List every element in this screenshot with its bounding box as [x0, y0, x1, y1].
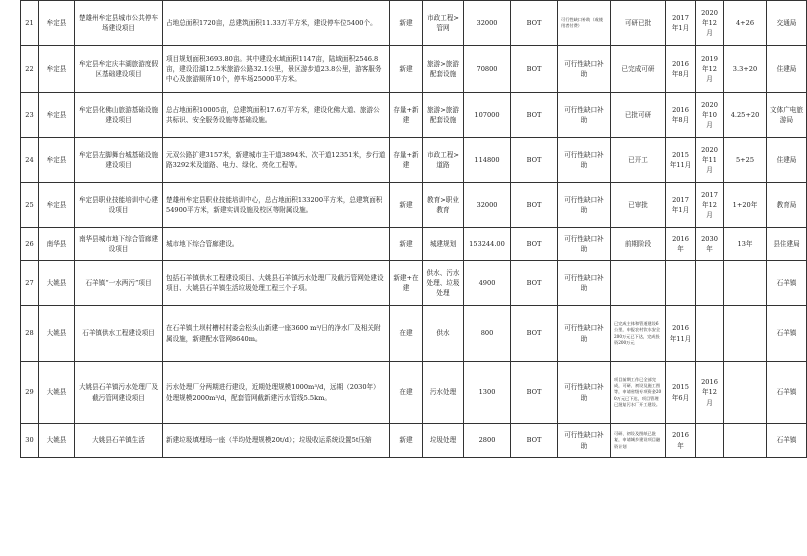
end-date-cell	[696, 424, 724, 458]
operation-mode-cell: BOT	[511, 228, 558, 261]
operation-mode-cell: BOT	[511, 424, 558, 458]
project-name-cell: 石羊镇供水工程建设项目	[75, 306, 163, 362]
project-type-cell: 污水处理	[423, 362, 464, 424]
project-description-cell: 包括石羊镇供水工程建设项目、大姚县石羊镇污水处理厂及截污管网处建设项目、大姚县石羊镇生活垃圾处理工程三个子项。	[163, 261, 390, 306]
operation-mode-cell: BOT	[511, 93, 558, 138]
county-cell: 牟定县	[39, 93, 75, 138]
end-date-cell	[696, 261, 724, 306]
cooperation-period-cell	[724, 424, 767, 458]
construction-nature-cell: 新建	[390, 183, 423, 228]
start-date-cell: 2016年	[666, 424, 696, 458]
start-date-cell: 2017年1月	[666, 1, 696, 46]
progress-status-cell: 已完成可研	[611, 46, 666, 93]
county-cell: 牟定县	[39, 183, 75, 228]
start-date-cell: 2016年	[666, 228, 696, 261]
responsible-department-cell: 住建局	[767, 46, 807, 93]
responsible-department-cell: 石羊镇	[767, 362, 807, 424]
project-type-cell: 旅游>旅游配套设施	[423, 46, 464, 93]
return-mechanism-cell: 可行性缺口补助	[558, 424, 611, 458]
progress-status-cell	[611, 261, 666, 306]
end-date-cell: 2019年12月	[696, 46, 724, 93]
project-type-cell: 垃圾处理	[423, 424, 464, 458]
end-date-cell: 2016年12月	[696, 362, 724, 424]
responsible-department-cell: 石羊镇	[767, 424, 807, 458]
operation-mode-cell: BOT	[511, 306, 558, 362]
project-type-cell: 供水、污水处理、垃圾处理	[423, 261, 464, 306]
project-name-cell: 大姚县石羊镇生活	[75, 424, 163, 458]
construction-nature-cell: 新建	[390, 228, 423, 261]
cooperation-period-cell	[724, 261, 767, 306]
start-date-cell: 2015年6月	[666, 362, 696, 424]
return-mechanism-cell: 可行性缺口补助	[558, 138, 611, 183]
construction-nature-cell: 新建+在建	[390, 261, 423, 306]
start-date-cell: 2016年11月	[666, 306, 696, 362]
project-description-cell: 元双公路扩建3157米，新建城市主干道3894米、次干道12351米，步行道路3292米及道路、电力、绿化、亮化工程等。	[163, 138, 390, 183]
row-number: 22	[21, 46, 39, 93]
progress-status-cell: 项目前期工作已全部完成，可研、初设及施工图等，申请省级专项资金200万元已下达，项目管理已批复污水厂开工建设。	[611, 362, 666, 424]
table-row	[21, 93, 807, 138]
project-description-cell: 新建垃圾填埋场一座（半均处理规模20t/d）；垃圾收运系统设置5t压缩	[163, 424, 390, 458]
progress-status-cell: 已完成主体和管道建设6公里，申报农村饮水安全200万元已下达，完成投资200万元	[611, 306, 666, 362]
row-number: 24	[21, 138, 39, 183]
construction-nature-cell: 新建	[390, 1, 423, 46]
project-type-cell: 市政工程>管网	[423, 1, 464, 46]
county-cell: 牟定县	[39, 138, 75, 183]
progress-status-cell: 前期阶段	[611, 228, 666, 261]
county-cell: 大姚县	[39, 261, 75, 306]
project-name-cell: 楚雄州牟定县城市公共停车场建设项目	[75, 1, 163, 46]
start-date-cell: 2015年11月	[666, 138, 696, 183]
return-mechanism-cell: 可行性缺口补助	[558, 261, 611, 306]
row-number: 29	[21, 362, 39, 424]
operation-mode-cell: BOT	[511, 1, 558, 46]
operation-mode-cell: BOT	[511, 46, 558, 93]
project-description-cell: 项目规划面积3693.80亩。其中建设水域面积1147亩，陆域面积2546.8亩，建设沿湖12.5米旅游公路32.1公里，景区游步道23.8公里，游客服务中心及旅游厕所10个，停车场25000平方米。	[163, 46, 390, 93]
project-type-cell: 城建规划	[423, 228, 464, 261]
table-row	[21, 46, 807, 93]
construction-nature-cell: 在建	[390, 306, 423, 362]
return-mechanism-cell: 可行性缺口补助	[558, 306, 611, 362]
county-cell: 牟定县	[39, 1, 75, 46]
operation-mode-cell: BOT	[511, 362, 558, 424]
responsible-department-cell: 石羊镇	[767, 261, 807, 306]
table-row	[21, 362, 807, 424]
investment-cell: 1300	[464, 362, 511, 424]
project-description-cell: 占地总面积1720亩，总建筑面积11.33万平方米，建设停车位5400个。	[163, 1, 390, 46]
end-date-cell: 2030年	[696, 228, 724, 261]
row-number: 27	[21, 261, 39, 306]
responsible-department-cell: 县住建局	[767, 228, 807, 261]
county-cell: 大姚县	[39, 424, 75, 458]
row-number: 21	[21, 1, 39, 46]
progress-status-cell: 已审批	[611, 183, 666, 228]
investment-cell: 32000	[464, 183, 511, 228]
table-row	[21, 261, 807, 306]
project-description-cell: 总占地面积10005亩，总建筑面积17.6万平方米，建设化佛大道、旅游公共标识、安全服务设施等基础设施。	[163, 93, 390, 138]
responsible-department-cell: 教育局	[767, 183, 807, 228]
project-name-cell: 石羊镇“一水两污”项目	[75, 261, 163, 306]
table-row	[21, 306, 807, 362]
cooperation-period-cell: 4.25+20	[724, 93, 767, 138]
return-mechanism-cell: 可行性缺口补助	[558, 183, 611, 228]
row-number: 25	[21, 183, 39, 228]
table-row	[21, 424, 807, 458]
project-type-cell: 市政工程>道路	[423, 138, 464, 183]
row-number: 28	[21, 306, 39, 362]
county-cell: 大姚县	[39, 306, 75, 362]
construction-nature-cell: 存量+新建	[390, 93, 423, 138]
investment-cell: 153244.00	[464, 228, 511, 261]
county-cell: 大姚县	[39, 362, 75, 424]
construction-nature-cell: 存量+新建	[390, 138, 423, 183]
project-description-cell: 污水处理厂分两期进行建设，近期处理规模1000m³/d，远期（2030年）处理规模2000m³/d，配套管网截新建污水管线5.5km。	[163, 362, 390, 424]
end-date-cell: 2020年11月	[696, 138, 724, 183]
investment-cell: 4900	[464, 261, 511, 306]
start-date-cell: 2016年8月	[666, 93, 696, 138]
progress-status-cell: 可研、初设及图纸已批复，申请城乡建设项目融资计划	[611, 424, 666, 458]
project-name-cell: 南华县城市地下综合管廊建设项目	[75, 228, 163, 261]
row-number: 23	[21, 93, 39, 138]
investment-cell: 800	[464, 306, 511, 362]
cooperation-period-cell: 3.3+20	[724, 46, 767, 93]
cooperation-period-cell: 1+20年	[724, 183, 767, 228]
end-date-cell: 2020年12月	[696, 1, 724, 46]
responsible-department-cell: 住建局	[767, 138, 807, 183]
progress-status-cell: 已批可研	[611, 93, 666, 138]
responsible-department-cell: 石羊镇	[767, 306, 807, 362]
start-date-cell: 2017年1月	[666, 183, 696, 228]
operation-mode-cell: BOT	[511, 138, 558, 183]
start-date-cell	[666, 261, 696, 306]
project-type-cell: 供水	[423, 306, 464, 362]
cooperation-period-cell	[724, 362, 767, 424]
operation-mode-cell: BOT	[511, 183, 558, 228]
end-date-cell	[696, 306, 724, 362]
project-type-cell: 旅游>旅游配套设施	[423, 93, 464, 138]
end-date-cell: 2017年12月	[696, 183, 724, 228]
project-name-cell: 牟定县化佛山旅游基础设施建设项目	[75, 93, 163, 138]
investment-cell: 114800	[464, 138, 511, 183]
project-type-cell: 教育>职业教育	[423, 183, 464, 228]
investment-cell: 2800	[464, 424, 511, 458]
start-date-cell: 2016年8月	[666, 46, 696, 93]
responsible-department-cell: 文体广电旅游局	[767, 93, 807, 138]
project-name-cell: 大姚县石羊镇污水处理厂及截污管网建设项目	[75, 362, 163, 424]
return-mechanism-cell: 可行性缺口补助（或使用者付费）	[558, 1, 611, 46]
project-name-cell: 牟定县牟定庆丰湖旅游度假区基础建设项目	[75, 46, 163, 93]
progress-status-cell: 可研已批	[611, 1, 666, 46]
table-row	[21, 1, 807, 46]
row-number: 30	[21, 424, 39, 458]
project-name-cell: 牟定县左脚舞台城基础设施建设项目	[75, 138, 163, 183]
construction-nature-cell: 新建	[390, 424, 423, 458]
cooperation-period-cell: 5+25	[724, 138, 767, 183]
table-row	[21, 228, 807, 261]
cooperation-period-cell	[724, 306, 767, 362]
construction-nature-cell: 在建	[390, 362, 423, 424]
operation-mode-cell: BOT	[511, 261, 558, 306]
investment-cell: 107000	[464, 93, 511, 138]
project-description-cell: 城市地下综合管廊建设。	[163, 228, 390, 261]
cooperation-period-cell: 4+26	[724, 1, 767, 46]
return-mechanism-cell: 可行性缺口补助	[558, 228, 611, 261]
county-cell: 牟定县	[39, 46, 75, 93]
responsible-department-cell: 交通局	[767, 1, 807, 46]
return-mechanism-cell: 可行性缺口补助	[558, 93, 611, 138]
project-description-cell: 楚雄州牟定县职业技能培训中心，总占地面积133200平方米，总建筑面积54900平方米，新建实训设施及校区等附属设施。	[163, 183, 390, 228]
row-number: 26	[21, 228, 39, 261]
project-name-cell: 牟定县职业技能培训中心建设项目	[75, 183, 163, 228]
construction-nature-cell: 新建	[390, 46, 423, 93]
project-table	[20, 0, 807, 458]
progress-status-cell: 已开工	[611, 138, 666, 183]
table-row	[21, 138, 807, 183]
investment-cell: 32000	[464, 1, 511, 46]
cooperation-period-cell: 13年	[724, 228, 767, 261]
investment-cell: 70800	[464, 46, 511, 93]
county-cell: 南华县	[39, 228, 75, 261]
return-mechanism-cell: 可行性缺口补助	[558, 46, 611, 93]
end-date-cell: 2020年10月	[696, 93, 724, 138]
return-mechanism-cell: 可行性缺口补助	[558, 362, 611, 424]
table-row	[21, 183, 807, 228]
project-description-cell: 在石羊镇土坝村槽村村委会松头山新建一座3600 m³/日的净水厂及相关附属设施，新建配水管网8640m。	[163, 306, 390, 362]
